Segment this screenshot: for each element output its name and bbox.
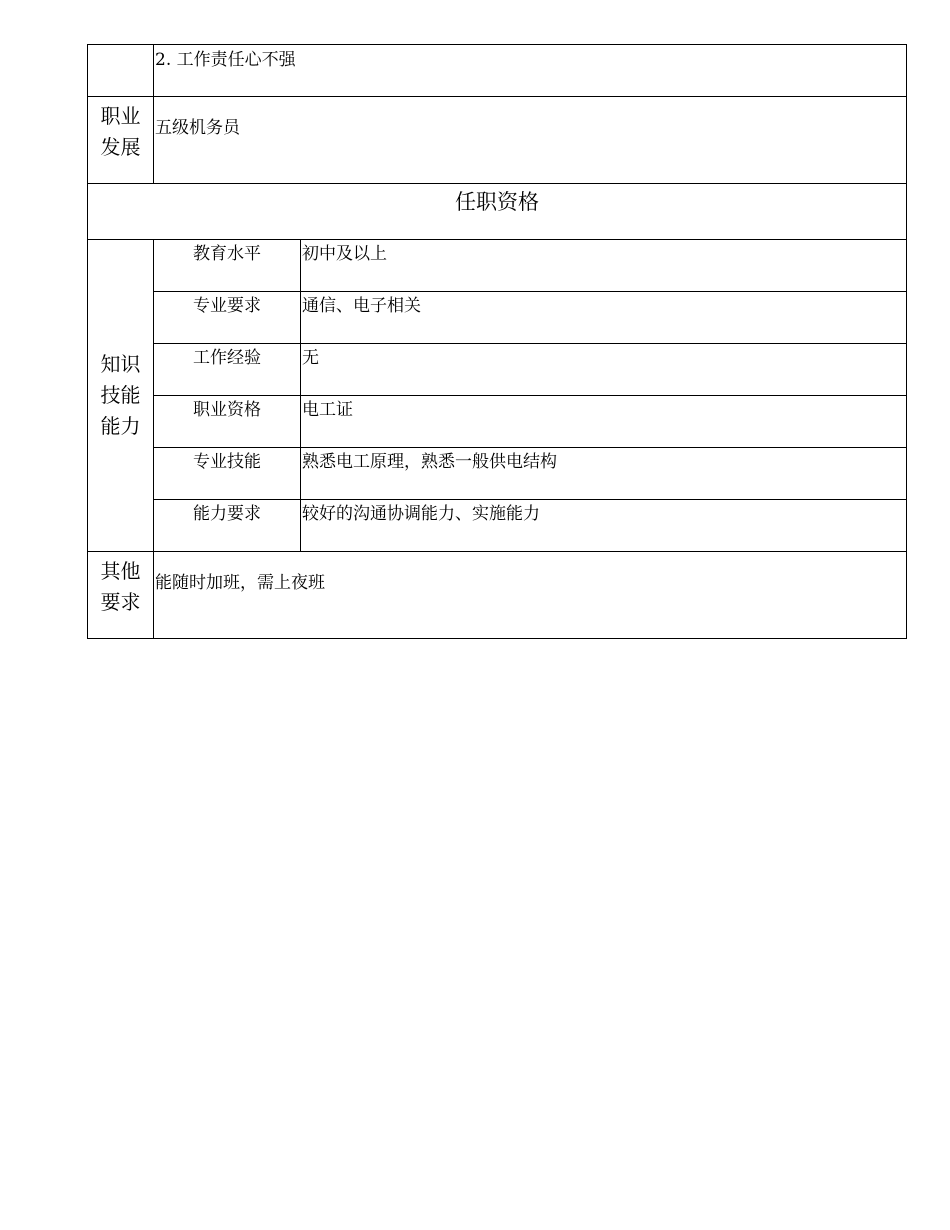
experience-label: 工作经验	[154, 344, 301, 396]
career-value: 五级机务员	[154, 97, 907, 184]
knowledge-label	[88, 240, 154, 552]
continuation-label-cell	[88, 45, 154, 97]
education-label: 教育水平	[154, 240, 301, 292]
job-description-table	[87, 44, 907, 639]
certification-label: 职业资格	[154, 396, 301, 448]
knowledge-label-line3: 能力	[100, 414, 141, 438]
certification-value: 电工证	[301, 396, 907, 448]
career-label	[88, 97, 154, 184]
knowledge-row	[88, 240, 907, 292]
education-value: 初中及以上	[301, 240, 907, 292]
knowledge-row	[88, 500, 907, 552]
career-label-line1: 职业	[100, 104, 141, 128]
knowledge-row	[88, 344, 907, 396]
ability-value: 较好的沟通协调能力、实施能力	[301, 500, 907, 552]
skills-label: 专业技能	[154, 448, 301, 500]
experience-value: 无	[301, 344, 907, 396]
qualifications-heading-row	[88, 184, 907, 240]
knowledge-row	[88, 448, 907, 500]
skills-value: 熟悉电工原理，熟悉一般供电结构	[301, 448, 907, 500]
continuation-text: 2. 工作责任心不强	[154, 45, 907, 97]
knowledge-row	[88, 396, 907, 448]
other-requirements-row	[88, 552, 907, 639]
other-value: 能随时加班，需上夜班	[154, 552, 907, 639]
other-label-line1: 其他	[100, 559, 141, 583]
career-label-line2: 发展	[100, 135, 141, 159]
knowledge-label-line1: 知识	[100, 352, 141, 376]
major-label: 专业要求	[154, 292, 301, 344]
major-value: 通信、电子相关	[301, 292, 907, 344]
knowledge-label-line2: 技能	[100, 383, 141, 407]
ability-label: 能力要求	[154, 500, 301, 552]
career-row	[88, 97, 907, 184]
other-label	[88, 552, 154, 639]
continuation-row	[88, 45, 907, 97]
knowledge-row	[88, 292, 907, 344]
other-label-line2: 要求	[100, 590, 141, 614]
qualifications-heading: 任职资格	[88, 184, 907, 240]
